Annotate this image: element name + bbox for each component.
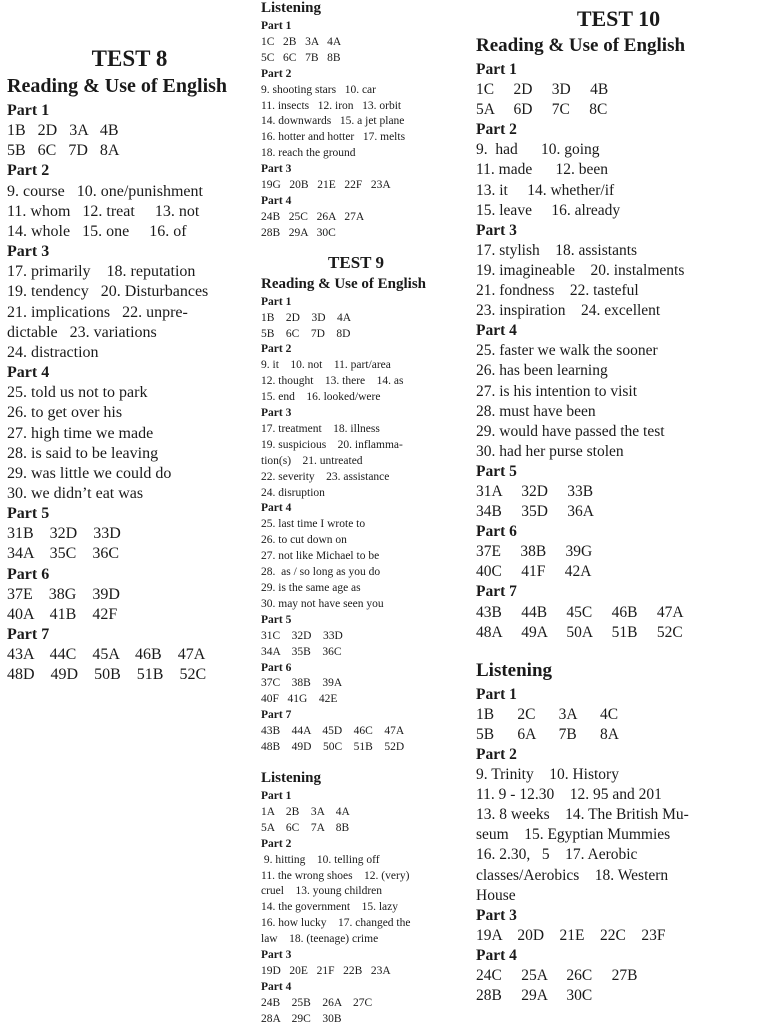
answer-line: 14. the government 15. lazy	[261, 901, 399, 914]
answer-line: 26. to get over his	[7, 404, 123, 422]
answer-line: 34B 35D 36A	[476, 503, 594, 521]
test9-title: TEST 9	[328, 252, 384, 272]
answer-line: 28. must have been	[476, 402, 596, 420]
test10-reading-heading: Reading & Use of English	[476, 35, 686, 56]
answer-line: 48D 49D 50B 51B 52C	[7, 666, 207, 684]
answer-line: 12. thought 13. there 14. as	[261, 375, 404, 388]
answer-line: 1B 2D 3D 4A	[261, 311, 352, 324]
answer-line: 16. how lucky 17. changed the	[261, 917, 411, 930]
answer-line: 19A 20D 21E 22C 23F	[476, 926, 666, 944]
answer-line: 11. 9 - 12.30 12. 95 and 201	[476, 786, 662, 804]
answer-line: 19. tendency 20. Disturbances	[7, 283, 209, 301]
answer-line: cruel 13. young children	[261, 885, 383, 898]
answer-line: 34A 35C 36C	[7, 545, 120, 563]
answer-line: 19D 20E 21F 22B 23A	[261, 964, 391, 977]
answer-line: 9. had 10. going	[476, 141, 600, 159]
part-label: Part 6	[476, 523, 517, 541]
answer-line: 48A 49A 50A 51B 52C	[476, 623, 683, 641]
part-label: Part 7	[261, 709, 292, 722]
answer-line: 18. reach the ground	[261, 147, 356, 160]
test9-listening-heading: Listening	[261, 769, 322, 786]
answer-line: 30. had her purse stolen	[476, 442, 624, 460]
answer-line: 5C 6C 7B 8B	[261, 51, 341, 64]
answer-line: 1C 2B 3A 4A	[261, 35, 342, 48]
answer-line: 13. it 14. whether/if	[476, 181, 615, 199]
answer-line: 28A 29C 30B	[261, 1012, 342, 1025]
answer-line: 28B 29A 30C	[476, 987, 593, 1005]
answer-line: 17. treatment 18. illness	[261, 422, 380, 435]
part-label: Part 4	[476, 946, 517, 964]
part-label: Part 1	[7, 102, 50, 119]
answer-line: 30. may not have seen you	[261, 597, 384, 610]
answer-line: 24B 25C 26A 27A	[261, 210, 365, 223]
answer-line: 26. to cut down on	[261, 534, 347, 547]
answer-line: dictable 23. variations	[7, 323, 157, 341]
part-label: Part 2	[476, 121, 517, 139]
part-label: Part 1	[476, 685, 517, 703]
answer-line: 40F 41G 42E	[261, 693, 338, 706]
part-label: Part 4	[261, 194, 292, 207]
part-label: Part 2	[476, 746, 517, 763]
answer-line: 9. Trinity 10. History	[476, 766, 619, 784]
answer-block	[476, 685, 761, 1007]
answer-line: 11. the wrong shoes 12. (very)	[261, 869, 410, 882]
part-label: Part 7	[476, 583, 517, 601]
answer-line: 5A 6C 7A 8B	[261, 821, 350, 834]
answer-line: 13. 8 weeks 14. The British Mu-	[476, 806, 689, 824]
answer-line: 24. distraction	[7, 343, 99, 361]
answer-line: 16. hotter and hotter 17. melts	[261, 131, 406, 144]
answer-line: law 18. (teenage) crime	[261, 933, 379, 946]
test8-column	[7, 0, 252, 686]
answer-line: tion(s) 21. untreated	[261, 454, 363, 467]
answer-block	[7, 101, 252, 686]
answer-line: 24C 25A 26C 27B	[476, 967, 638, 985]
part-label: Part 4	[7, 364, 50, 382]
answer-line: 28. as / so long as you do	[261, 566, 381, 579]
answer-line: classes/Aerobics 18. Western	[476, 866, 669, 884]
answer-line: 40C 41F 42A	[476, 563, 592, 581]
part-label: Part 3	[261, 949, 292, 962]
answer-line: 24. disruption	[261, 486, 325, 499]
answer-line: 14. downwards 15. a jet plane	[261, 115, 405, 128]
answer-line: 30. we didn’t eat was	[7, 484, 144, 502]
answer-line: 1C 2D 3D 4B	[476, 81, 609, 99]
answer-line: 21. implications 22. unpre-	[7, 303, 188, 321]
answer-line: 31C 32D 33D	[261, 629, 343, 642]
part-label: Part 1	[476, 61, 517, 78]
answer-line: 43A 44C 45A 46B 47A	[7, 646, 206, 664]
answer-line: 25. told us not to park	[7, 384, 148, 402]
answer-line: 5B 6A 7B 8A	[476, 725, 619, 743]
part-label: Part 2	[261, 343, 292, 356]
answer-line: 27. high time we made	[7, 424, 154, 442]
answer-line: 9. course 10. one/punishment	[7, 182, 203, 200]
test10-title: TEST 10	[576, 6, 661, 31]
answer-line: 28. is said to be leaving	[7, 444, 159, 462]
part-label: Part 5	[261, 613, 292, 626]
answer-line: 11. made 12. been	[476, 161, 608, 179]
answer-line: 25. last time I wrote to	[261, 518, 366, 531]
answer-line: 14. whole 15. one 16. of	[7, 222, 187, 240]
answer-line: 17. primarily 18. reputation	[7, 263, 196, 281]
answer-line: 43B 44A 45D 46C 47A	[261, 725, 405, 738]
answer-line: 19. suspicious 20. inflamma-	[261, 438, 403, 451]
answer-line: 1B 2D 3A 4B	[7, 122, 119, 140]
answer-line: 17. stylish 18. assistants	[476, 241, 638, 259]
part-label: Part 1	[261, 295, 292, 308]
answer-line: 43B 44B 45C 46B 47A	[476, 603, 684, 621]
test9-listening-top-heading: Listening	[261, 0, 322, 16]
answer-line: 29. was little we could do	[7, 464, 172, 482]
part-label: Part 2	[261, 67, 292, 80]
answer-line: 5A 6D 7C 8C	[476, 101, 608, 119]
answer-line: 15. end 16. looked/were	[261, 391, 381, 404]
part-label: Part 5	[7, 505, 50, 523]
part-label: Part 1	[261, 789, 292, 802]
answer-line: 28B 29A 30C	[261, 226, 336, 239]
answer-line: 19G 20B 21E 22F 23A	[261, 179, 391, 192]
answer-line: 5B 6C 7D 8A	[7, 142, 120, 160]
answer-block	[476, 60, 761, 643]
test8-reading-heading: Reading & Use of English	[7, 75, 228, 97]
part-label: Part 6	[7, 565, 50, 583]
part-label: Part 3	[7, 243, 50, 261]
answer-line: 1B 2C 3A 4C	[476, 705, 619, 723]
answer-line: 31A 32D 33B	[476, 482, 594, 500]
part-label: Part 3	[261, 163, 292, 176]
answer-block	[261, 19, 451, 242]
answer-line: 37E 38G 39D	[7, 585, 120, 603]
answer-line: 34A 35B 36C	[261, 645, 342, 658]
part-label: Part 1	[261, 20, 292, 32]
answer-line: 19. imagineable 20. instalments	[476, 261, 685, 279]
part-label: Part 5	[476, 462, 517, 480]
answer-line: 22. severity 23. assistance	[261, 470, 390, 483]
part-label: Part 4	[476, 322, 517, 340]
part-label: Part 4	[261, 980, 292, 993]
answer-line: 15. leave 16. already	[476, 201, 621, 219]
answer-line: 48B 49D 50C 51B 52D	[261, 741, 405, 754]
part-label: Part 4	[261, 502, 292, 515]
answer-line: 37C 38B 39A	[261, 677, 343, 690]
answer-line: 25. faster we walk the sooner	[476, 342, 658, 360]
part-label: Part 2	[261, 837, 292, 850]
test9-column	[261, 0, 451, 1028]
answer-line: seum 15. Egyptian Mummies	[476, 826, 671, 844]
answer-line: 31B 32D 33D	[7, 525, 121, 543]
answer-line: 40A 41B 42F	[7, 605, 118, 623]
part-label: Part 2	[7, 162, 50, 180]
test9-reading-heading: Reading & Use of English	[261, 275, 427, 292]
answer-line: 5B 6C 7D 8D	[261, 327, 351, 340]
answer-line: 29. would have passed the test	[476, 422, 665, 440]
answer-block	[261, 789, 451, 1028]
answer-line: 27. not like Michael to be	[261, 550, 380, 563]
part-label: Part 3	[476, 906, 517, 924]
answer-line: 16. 2.30, 5 17. Aerobic	[476, 846, 638, 864]
answer-line: 9. shooting stars 10. car	[261, 83, 376, 96]
part-label: Part 7	[7, 626, 50, 644]
answer-line: 11. insects 12. iron 13. orbit	[261, 99, 402, 112]
answer-line: 37E 38B 39G	[476, 543, 593, 561]
answer-line: 21. fondness 22. tasteful	[476, 282, 639, 300]
test10-column	[476, 0, 761, 1006]
answer-line: 26. has been learning	[476, 362, 608, 380]
answer-line: 24B 25B 26A 27C	[261, 996, 373, 1009]
test8-title: TEST 8	[91, 46, 168, 71]
test10-listening-heading: Listening	[476, 659, 553, 681]
answer-block	[261, 295, 451, 756]
part-label: Part 3	[261, 407, 292, 420]
answer-line: 9. it 10. not 11. part/area	[261, 359, 391, 372]
answer-line: 9. hitting 10. telling off	[261, 853, 380, 866]
answer-line: House	[476, 886, 516, 904]
part-label: Part 6	[261, 661, 292, 674]
answer-line: 29. is the same age as	[261, 582, 361, 594]
part-label: Part 3	[476, 221, 517, 239]
answer-line: 1A 2B 3A 4A	[261, 805, 350, 818]
answer-line: 23. inspiration 24. excellent	[476, 302, 661, 320]
answer-line: 27. is his intention to visit	[476, 382, 638, 400]
answer-line: 11. whom 12. treat 13. not	[7, 202, 200, 220]
